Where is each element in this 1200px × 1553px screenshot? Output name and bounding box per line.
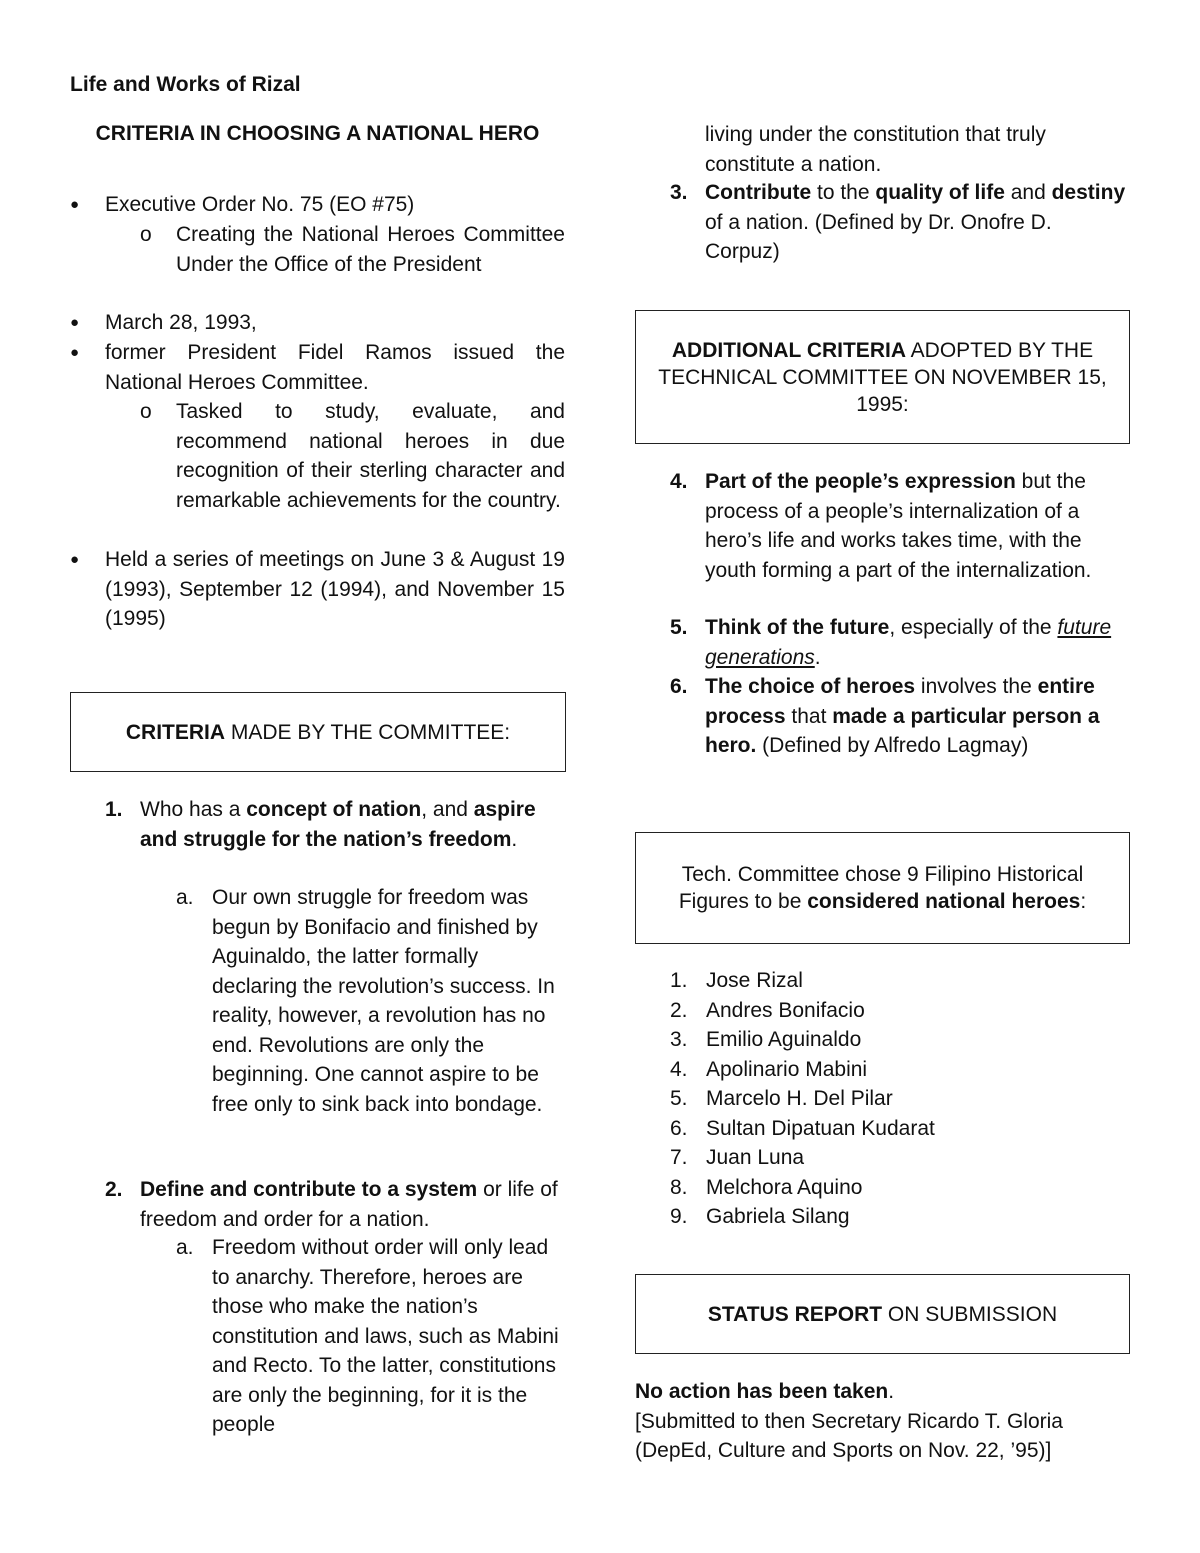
item-text: Contribute to the quality of life and destiny of a nation. (Defined by Dr. Onofre D. Corpuz): [705, 181, 1126, 263]
sub-text: Our own struggle for freedom was begun by Bonifacio and finished by Aguinaldo, the latter formally declaring the revolution’s success. In reality, however, a revolution has no end. Revolutions are only the beginning. One cannot aspire to be free only to sink back into bondage.: [212, 886, 555, 1116]
tech-committee-box: Tech. Committee chose 9 Filipino Historical Figures to be considered national heroes:: [635, 832, 1130, 944]
submission-note: [Submitted to then Secretary Ricardo T. Gloria (DepEd, Culture and Sports on Nov. 22, ’95)]: [635, 1409, 1063, 1462]
list-item: 9. Gabriela Silang: [670, 1205, 850, 1228]
additional-criteria-box: ADDITIONAL CRITERIA ADOPTED BY THE TECHNICAL COMMITTEE ON NOVEMBER 15, 1995:: [635, 310, 1130, 444]
bullet-text: March 28, 1993,: [105, 311, 257, 334]
sub-text: Freedom without order will only lead to anarchy. Therefore, heroes are those who make the nation’s constitution and laws, such as Mabini and Recto. To the latter, constitutions are only the beginning, for it is the people: [212, 1236, 559, 1436]
sub-bullet-icon: o: [140, 223, 152, 246]
list-item: 2. Andres Bonifacio: [670, 998, 865, 1022]
criteria-item-1: [105, 795, 545, 854]
sub-letter: a.: [176, 1236, 194, 1259]
list-item: 6. Sultan Dipatuan Kudarat: [670, 1116, 935, 1140]
item-text: Who has a concept of nation, and aspire and struggle for the nation’s freedom.: [140, 798, 536, 851]
item-text: The choice of heroes involves the entire process that made a particular person a hero. (Defined by Alfredo Lagmay): [705, 675, 1100, 757]
bullet-text: former President Fidel Ramos issued the National Heroes Committee.: [105, 341, 565, 394]
sub-bullet-item: [140, 397, 565, 515]
item-number: 1.: [105, 798, 123, 821]
national-heroes-list: [670, 966, 1130, 1232]
bullet-item: [70, 308, 565, 338]
bullet-text: Executive Order No. 75 (EO #75): [105, 193, 415, 216]
item-text: Think of the future, especially of the future generations.: [705, 616, 1112, 669]
item-text: Part of the people’s expression but the process of a people’s internalization of a hero’s life and works takes time, with the youth forming a part of the internalization.: [705, 470, 1092, 582]
item-number: 3.: [670, 181, 688, 204]
sub-bullet-text: Tasked to study, evaluate, and recommend national heroes in due recognition of their sterling character and remarkable achievements for the country.: [176, 400, 565, 512]
sub-bullet-icon: o: [140, 400, 152, 423]
bullet-item: [70, 545, 565, 634]
bullet-icon: ●: [70, 344, 80, 361]
criteria-item-2-sub-continued: living under the constitution that truly constitute a nation.: [705, 123, 1046, 176]
bullet-text: Held a series of meetings on June 3 & August 19 (1993), September 12 (1994), and November 15 (1995): [105, 548, 565, 630]
criteria-item-2: [105, 1175, 565, 1234]
status-report-box: STATUS REPORT ON SUBMISSION: [635, 1274, 1130, 1354]
sub-letter: a.: [176, 886, 194, 909]
document-title: Life and Works of Rizal: [70, 73, 301, 96]
item-text: Define and contribute to a system or life of freedom and order for a nation.: [140, 1178, 558, 1231]
item-number: 4.: [670, 470, 688, 493]
list-item: 1. Jose Rizal: [670, 969, 803, 992]
list-item: 8. Melchora Aquino: [670, 1175, 863, 1199]
bullet-item: [70, 190, 565, 220]
item-number: 5.: [670, 616, 688, 639]
list-item: 3. Emilio Aguinaldo: [670, 1028, 862, 1051]
bullet-icon: ●: [70, 314, 80, 331]
criteria-item-4: [670, 467, 1125, 585]
criteria-item-2-sub: [176, 1233, 566, 1440]
criteria-item-6: [670, 672, 1125, 761]
criteria-item-1-sub: [176, 883, 566, 1119]
criteria-item-3: [670, 178, 1130, 267]
list-item: 5. Marcelo H. Del Pilar: [670, 1087, 893, 1110]
bullet-icon: ●: [70, 551, 80, 568]
sub-bullet-item: [140, 220, 565, 279]
criteria-item-5: [670, 613, 1125, 672]
list-item: 4. Apolinario Mabini: [670, 1057, 868, 1081]
page-heading: CRITERIA IN CHOOSING A NATIONAL HERO: [95, 122, 540, 145]
list-item: 7. Juan Luna: [670, 1146, 805, 1169]
status-text: No action has been taken. [Submitted to then Secretary Ricardo T. Gloria (DepEd, Culture and Sports on Nov. 22, ’95)]: [635, 1377, 1135, 1466]
item-number: 2.: [105, 1178, 123, 1201]
bullet-item: [70, 338, 565, 397]
bullet-icon: ●: [70, 196, 80, 213]
sub-bullet-text: Creating the National Heroes Committee Under the Office of the President: [176, 223, 565, 276]
committee-criteria-box: CRITERIA MADE BY THE COMMITTEE:: [70, 692, 566, 772]
item-number: 6.: [670, 675, 688, 698]
